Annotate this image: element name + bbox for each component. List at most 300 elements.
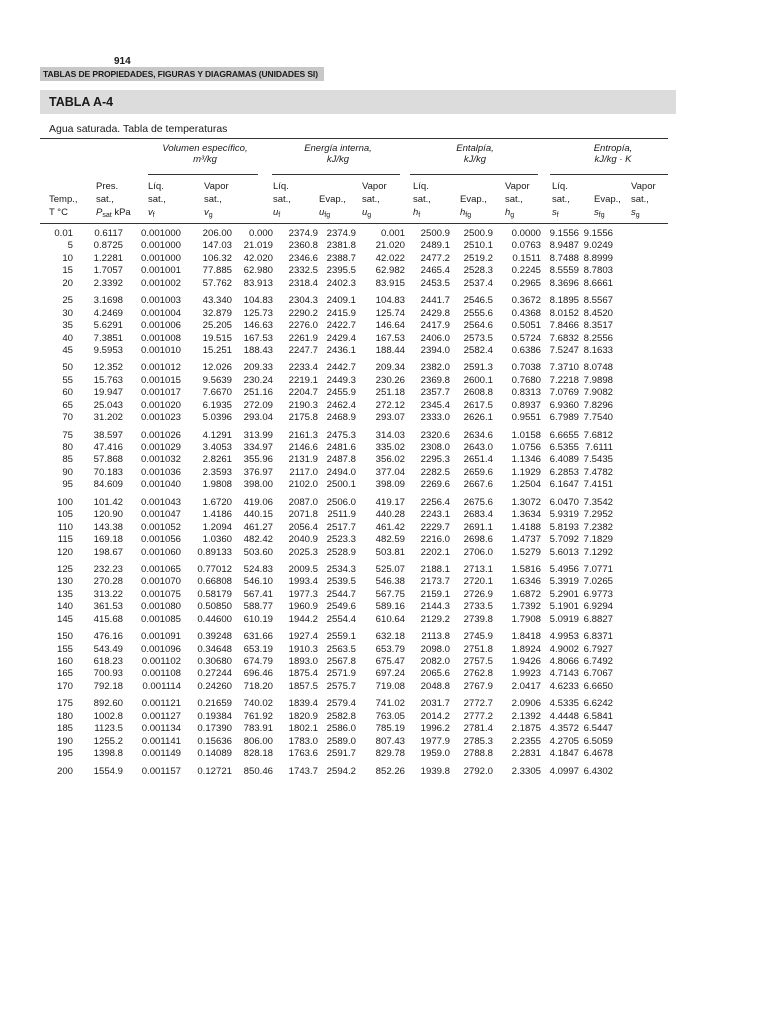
- table-cell: 0.001002: [140, 277, 181, 289]
- table-cell: 1.9426: [511, 656, 541, 667]
- table-cell: 2332.5: [288, 265, 318, 277]
- header-sfg-symbol: s: [594, 207, 599, 218]
- table-cell: 3.1698: [93, 295, 123, 307]
- table-cell: 2500.9: [463, 228, 493, 239]
- table-cell: 125.74: [375, 307, 405, 319]
- table-cell: 35: [62, 320, 73, 332]
- table-cell: 7.6832: [549, 332, 579, 344]
- table-cell: 0.001001: [140, 265, 181, 277]
- table-cell: 38.597: [93, 429, 123, 441]
- table-cell: 675.47: [375, 656, 405, 667]
- table-row: [40, 265, 613, 277]
- table-row: [40, 736, 613, 748]
- table-cell: 1.8924: [511, 643, 541, 655]
- table-cell: 2751.8: [463, 643, 493, 655]
- table-cell: 631.66: [243, 631, 273, 643]
- table-cell: 2014.2: [420, 710, 450, 722]
- header-ug-l1: Vapor: [362, 181, 387, 192]
- table-cell: 2549.6: [326, 601, 356, 613]
- table-row: [40, 576, 613, 588]
- header-temp: [49, 180, 78, 219]
- table-row: [40, 228, 613, 240]
- table-cell: 543.49: [93, 643, 123, 655]
- table-cell: 2519.2: [463, 252, 493, 264]
- table-cell: 206.00: [202, 228, 232, 239]
- table-cell: 7.6670: [202, 387, 232, 399]
- header-sg-symbol: s: [631, 207, 636, 218]
- table-cell: 0.001003: [140, 295, 181, 307]
- table-cell: 62.982: [375, 265, 405, 277]
- table-cell: 6.7927: [583, 643, 613, 655]
- table-cell: 0.9551: [511, 412, 541, 424]
- table-cell: 2.2355: [511, 735, 541, 747]
- table-cell: 1.0360: [202, 534, 232, 546]
- table-cell: 2772.7: [463, 698, 493, 710]
- table-cell: 2523.3: [326, 534, 356, 546]
- table-cell: 0.44600: [197, 613, 232, 625]
- table-cell: 8.0748: [583, 362, 613, 374]
- table-row: [40, 564, 613, 576]
- table-cell: 7.2218: [549, 374, 579, 386]
- table-cell: 0.001029: [140, 442, 181, 453]
- table-cell: 0.58179: [197, 588, 232, 600]
- header-sf-l1: Líq.: [552, 181, 568, 192]
- table-cell: 115: [57, 534, 73, 546]
- table-cell: 0.14089: [197, 748, 232, 760]
- table-cell: 0.15636: [197, 735, 232, 747]
- table-cell: 2065.6: [420, 668, 450, 680]
- table-cell: 6.9773: [583, 588, 613, 600]
- table-cell: 2781.4: [463, 723, 493, 735]
- table-cell: 7.4782: [583, 466, 613, 478]
- row-block: [40, 698, 613, 760]
- table-cell: 25.043: [93, 399, 123, 411]
- table-cell: 1.2504: [511, 479, 541, 491]
- table-cell: 7.5435: [583, 454, 613, 466]
- table-row: [40, 430, 613, 442]
- table-cell: 6.9360: [549, 399, 579, 411]
- header-hf-sub: f: [418, 212, 421, 219]
- header-hg-sub: g: [510, 212, 515, 219]
- table-cell: 792.18: [93, 680, 123, 692]
- table-cell: 2.3392: [93, 277, 123, 289]
- table-cell: 0.001020: [140, 399, 181, 411]
- table-cell: 0.30680: [197, 656, 232, 667]
- header-sf: [552, 180, 570, 222]
- table-cell: 785.19: [375, 723, 405, 735]
- table-cell: 2554.4: [326, 613, 356, 625]
- table-cell: 32.879: [202, 307, 232, 319]
- table-row: [40, 509, 613, 521]
- table-cell: 2282.5: [420, 466, 450, 478]
- table-cell: 2056.4: [288, 521, 318, 533]
- table-cell: 0.12721: [197, 765, 232, 777]
- header-vg: [204, 180, 229, 222]
- table-cell: 0.001141: [141, 735, 181, 747]
- table-cell: 2634.6: [463, 429, 493, 441]
- table-cell: 1123.5: [94, 723, 123, 735]
- table-cell: 2528.3: [463, 265, 493, 277]
- table-cell: 0.001114: [142, 680, 181, 692]
- table-cell: 2706.0: [463, 546, 493, 558]
- table-cell: 4.7143: [549, 668, 579, 680]
- table-cell: 2025.3: [288, 546, 318, 558]
- table-cell: 2009.5: [288, 563, 318, 575]
- table-cell: 2494.0: [326, 466, 356, 478]
- header-temp-l3: T °C: [49, 207, 68, 218]
- table-cell: 104.83: [375, 295, 405, 307]
- table-cell: 610.19: [243, 613, 273, 625]
- table-cell: 1.2281: [93, 252, 123, 264]
- table-cell: 0.34648: [197, 643, 232, 655]
- table-cell: 2453.5: [420, 277, 450, 289]
- table-cell: 83.915: [375, 277, 405, 289]
- table-cell: 2102.0: [288, 479, 318, 491]
- header-vg-symbol: v: [204, 207, 209, 218]
- table-cell: 2.3305: [511, 765, 541, 777]
- table-cell: 852.26: [375, 765, 405, 777]
- table-cell: 6.7989: [549, 412, 579, 424]
- table-row: [40, 656, 613, 668]
- table-cell: 5.8193: [549, 521, 579, 533]
- header-ufg-symbol: u: [319, 207, 325, 218]
- header-pres-l1: Pres.: [96, 181, 119, 192]
- table-cell: 293.04: [243, 412, 273, 424]
- table-cell: 0.001008: [140, 332, 181, 344]
- table-cell: 653.79: [375, 643, 405, 655]
- table-cell: 4.5335: [549, 698, 579, 710]
- table-cell: 1255.2: [93, 735, 123, 747]
- table-cell: 1944.2: [288, 613, 318, 625]
- header-ug-symbol: u: [362, 207, 368, 218]
- table-cell: 209.33: [243, 362, 273, 374]
- table-cell: 377.04: [375, 466, 405, 478]
- table-cell: 1802.1: [288, 723, 318, 735]
- table-cell: 0.001004: [140, 307, 181, 319]
- table-cell: 12.352: [93, 362, 123, 374]
- table-cell: 0.5051: [511, 320, 541, 332]
- table-cell: 15.763: [93, 374, 123, 386]
- table-cell: 2360.8: [288, 240, 318, 252]
- table-cell: 6.5355: [549, 442, 579, 453]
- header-sfg: [594, 180, 621, 222]
- table-cell: 7.0769: [549, 387, 579, 399]
- table-cell: 5.3919: [549, 576, 579, 588]
- table-cell: 19.515: [202, 332, 232, 344]
- table-cell: 2295.3: [420, 454, 450, 466]
- table-cell: 160: [56, 656, 73, 667]
- table-cell: 8.2556: [583, 332, 613, 344]
- table-row: [40, 295, 613, 307]
- table-cell: 653.19: [243, 643, 273, 655]
- table-cell: 2575.7: [326, 680, 356, 692]
- table-cell: 525.07: [375, 563, 405, 575]
- top-rule: [40, 138, 668, 139]
- table-cell: 2534.3: [326, 563, 356, 575]
- table-cell: 0.001036: [140, 466, 181, 478]
- table-cell: 2777.2: [463, 710, 493, 722]
- table-cell: 2792.0: [463, 765, 493, 777]
- table-cell: 2481.6: [326, 442, 356, 453]
- header-sf-sub: f: [556, 212, 559, 219]
- table-row: [40, 601, 613, 613]
- table-cell: 83.913: [243, 277, 273, 289]
- table-cell: 43.340: [202, 295, 232, 307]
- table-cell: 1.0756: [511, 442, 541, 453]
- table-cell: 6.6650: [583, 680, 613, 692]
- table-row: [40, 614, 613, 626]
- table-row: [40, 387, 613, 399]
- table-cell: 120.90: [93, 509, 123, 521]
- table-cell: 2308.0: [420, 442, 450, 453]
- table-cell: 188.43: [243, 344, 273, 356]
- table-row: [40, 240, 613, 252]
- table-cell: 62.980: [243, 265, 273, 277]
- table-cell: 6.0470: [549, 496, 579, 508]
- table-title: TABLA A-4: [49, 95, 114, 109]
- table-cell: 2415.9: [326, 307, 356, 319]
- table-cell: 8.7488: [549, 252, 579, 264]
- table-cell: 230.26: [375, 374, 405, 386]
- group-volumen-units: m³/kg: [193, 154, 217, 165]
- table-cell: 1398.8: [93, 748, 123, 760]
- table-cell: 147.03: [202, 240, 232, 252]
- table-cell: 8.3696: [549, 277, 579, 289]
- header-hf: [413, 180, 431, 222]
- table-cell: 70: [62, 412, 73, 424]
- header-vg-l1: Vapor: [204, 181, 229, 192]
- table-cell: 2442.7: [326, 362, 356, 374]
- table-cell: 2243.1: [420, 509, 450, 521]
- table-cell: 272.09: [243, 399, 273, 411]
- table-row: [40, 362, 613, 374]
- table-cell: 2395.5: [326, 265, 356, 277]
- header-ufg: [319, 180, 346, 222]
- table-cell: 2417.9: [420, 320, 450, 332]
- table-cell: 2.8261: [202, 454, 232, 466]
- table-cell: 4.2469: [93, 307, 123, 319]
- table-cell: 6.8371: [583, 631, 613, 643]
- table-cell: 398.00: [243, 479, 273, 491]
- table-cell: 0.8725: [93, 240, 123, 252]
- table-cell: 461.27: [243, 521, 273, 533]
- table-cell: 718.20: [243, 680, 273, 692]
- table-cell: 9.1556: [549, 228, 579, 239]
- table-cell: 674.79: [243, 656, 273, 667]
- table-cell: 2733.5: [463, 601, 493, 613]
- table-row: [40, 631, 613, 643]
- table-cell: 741.02: [375, 698, 405, 710]
- table-cell: 2144.3: [420, 601, 450, 613]
- table-title-band: [40, 90, 676, 114]
- table-row: [40, 766, 613, 778]
- row-block: [40, 228, 613, 290]
- table-cell: 2381.8: [326, 240, 356, 252]
- table-cell: 75: [62, 429, 73, 441]
- table-cell: 0.4368: [511, 307, 541, 319]
- table-cell: 2.0417: [511, 680, 541, 692]
- group-energia-units: kJ/kg: [326, 154, 350, 165]
- table-cell: 2675.6: [463, 496, 493, 508]
- table-cell: 146.63: [243, 320, 273, 332]
- table-cell: 6.4089: [549, 454, 579, 466]
- table-cell: 2788.8: [463, 748, 493, 760]
- table-cell: 740.02: [243, 698, 273, 710]
- table-cell: 2188.1: [420, 563, 450, 575]
- header-uf: [273, 180, 291, 222]
- table-cell: 440.28: [375, 509, 405, 521]
- header-vf-l1: Líq.: [148, 181, 164, 192]
- header-ug-l2: sat.,: [362, 194, 380, 205]
- table-row: [40, 333, 613, 345]
- table-cell: 0.24260: [197, 680, 232, 692]
- table-cell: 188.44: [375, 344, 405, 356]
- table-cell: 5.6013: [549, 546, 579, 558]
- table-cell: 314.03: [375, 429, 405, 441]
- table-cell: 4.3572: [549, 723, 579, 735]
- table-cell: 1.6720: [202, 496, 232, 508]
- table-cell: 8.5567: [583, 295, 613, 307]
- table-cell: 5.1901: [549, 601, 579, 613]
- header-vf-symbol: v: [148, 207, 153, 218]
- group-entalpia-units: kJ/kg: [463, 154, 487, 165]
- table-cell: 20: [62, 277, 73, 289]
- table-cell: 0.001157: [141, 765, 181, 777]
- table-cell: 1.8418: [511, 631, 541, 643]
- table-cell: 0.001000: [140, 252, 181, 264]
- table-cell: 1.1346: [511, 454, 541, 466]
- table-cell: 1839.4: [288, 698, 318, 710]
- table-body: [40, 228, 613, 783]
- table-cell: 1.9808: [202, 479, 232, 491]
- table-cell: 270.28: [93, 576, 123, 588]
- table-cell: 2082.0: [420, 656, 450, 667]
- header-uf-l2: sat.,: [273, 194, 291, 205]
- table-cell: 1857.5: [288, 680, 318, 692]
- table-cell: 850.46: [243, 765, 273, 777]
- table-cell: 232.23: [93, 563, 123, 575]
- table-cell: 4.6233: [549, 680, 579, 692]
- table-cell: 0.001149: [141, 748, 181, 760]
- row-block: [40, 631, 613, 693]
- table-cell: 0.1511: [512, 252, 541, 264]
- table-cell: 30: [62, 307, 73, 319]
- table-cell: 5.7092: [549, 534, 579, 546]
- table-cell: 80: [62, 442, 73, 453]
- table-row: [40, 479, 613, 491]
- running-head: TABLAS DE PROPIEDADES, FIGURAS Y DIAGRAMAS (UNIDADES SI): [40, 67, 324, 81]
- table-cell: 100: [56, 496, 73, 508]
- table-cell: 0.001015: [140, 374, 181, 386]
- table-cell: 1.0158: [511, 429, 541, 441]
- table-cell: 169.18: [93, 534, 123, 546]
- table-cell: 355.96: [243, 454, 273, 466]
- table-cell: 195: [56, 748, 73, 760]
- table-cell: 313.99: [243, 429, 273, 441]
- table-row: [40, 320, 613, 332]
- table-cell: 2429.4: [326, 332, 356, 344]
- table-cell: 106.32: [202, 252, 232, 264]
- table-cell: 0.001023: [140, 412, 181, 424]
- table-cell: 47.416: [93, 442, 123, 453]
- table-cell: 2571.9: [326, 668, 356, 680]
- table-cell: 0.19384: [197, 710, 232, 722]
- table-cell: 167.53: [243, 332, 273, 344]
- table-cell: 5.2901: [549, 588, 579, 600]
- table-cell: 2563.5: [326, 643, 356, 655]
- table-cell: 2573.5: [463, 332, 493, 344]
- table-cell: 165: [56, 668, 73, 680]
- group-entropia: [548, 143, 678, 165]
- table-cell: 0.001060: [140, 546, 181, 558]
- table-cell: 57.762: [202, 277, 232, 289]
- table-cell: 5.6291: [93, 320, 123, 332]
- table-cell: 2394.0: [420, 344, 450, 356]
- table-cell: 0.8937: [511, 399, 541, 411]
- table-cell: 361.53: [93, 601, 123, 613]
- table-cell: 0.7038: [511, 362, 541, 374]
- table-cell: 6.1935: [202, 399, 232, 411]
- page-number: 914: [114, 56, 131, 67]
- group-energia: [268, 143, 408, 165]
- group-entalpia-rule: [410, 174, 538, 175]
- table-cell: 8.8999: [583, 252, 613, 264]
- table-cell: 8.3517: [583, 320, 613, 332]
- table-cell: 6.8827: [583, 613, 613, 625]
- table-cell: 0.01: [54, 228, 73, 239]
- table-cell: 2465.4: [420, 265, 450, 277]
- table-row: [40, 681, 613, 693]
- table-cell: 2745.9: [463, 631, 493, 643]
- table-cell: 155: [56, 643, 73, 655]
- table-cell: 2219.1: [288, 374, 318, 386]
- table-cell: 1960.9: [288, 601, 318, 613]
- table-cell: 6.6655: [549, 429, 579, 441]
- table-cell: 2031.7: [420, 698, 450, 710]
- table-cell: 170: [56, 680, 73, 692]
- table-cell: 482.59: [375, 534, 405, 546]
- table-cell: 828.18: [243, 748, 273, 760]
- table-cell: 2436.1: [326, 344, 356, 356]
- header-sg-sub: g: [635, 212, 640, 219]
- table-cell: 4.4448: [549, 710, 579, 722]
- table-cell: 2579.4: [326, 698, 356, 710]
- header-hfg-l2: Evap.,: [460, 194, 487, 205]
- table-cell: 2539.5: [326, 576, 356, 588]
- table-cell: 0.66808: [197, 576, 232, 588]
- table-cell: 2720.1: [463, 576, 493, 588]
- table-cell: 4.9953: [549, 631, 579, 643]
- table-cell: 0.001017: [140, 387, 181, 399]
- table-cell: 2173.7: [420, 576, 450, 588]
- table-cell: 2586.0: [326, 723, 356, 735]
- table-cell: 2.2831: [511, 748, 541, 760]
- table-cell: 6.5059: [583, 735, 613, 747]
- table-cell: 618.23: [93, 656, 123, 667]
- table-cell: 105: [56, 509, 73, 521]
- table-cell: 2261.9: [288, 332, 318, 344]
- table-cell: 2.3593: [202, 466, 232, 478]
- table-cell: 0.001: [380, 228, 405, 239]
- table-cell: 2131.9: [288, 454, 318, 466]
- table-cell: 761.92: [243, 710, 273, 722]
- table-row: [40, 698, 613, 710]
- table-cell: 6.6242: [583, 698, 613, 710]
- table-cell: 2517.7: [326, 521, 356, 533]
- table-cell: 546.10: [243, 576, 273, 588]
- table-cell: 6.1647: [549, 479, 579, 491]
- table-cell: 2290.2: [288, 307, 318, 319]
